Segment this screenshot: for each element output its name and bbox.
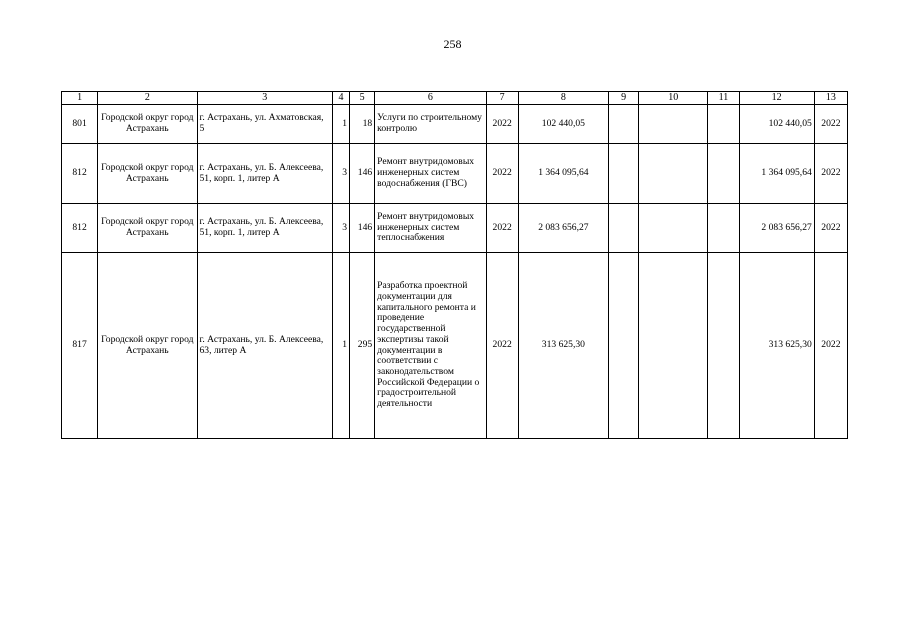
cell-col9 [609, 204, 639, 253]
header-row [62, 92, 848, 105]
col-header: 8 [518, 92, 608, 105]
table-row [62, 253, 848, 439]
cell-col4: 3 [333, 144, 350, 204]
cell-total: 2 083 656,27 [518, 204, 608, 253]
cell-col4: 1 [333, 253, 350, 439]
col-header: 13 [814, 92, 847, 105]
cell-col13: 2022 [814, 204, 847, 253]
page-number: 258 [443, 37, 462, 51]
cell-col11 [708, 204, 739, 253]
cell-work-type: Ремонт внутридомовых инженерных систем теплоснабжения [375, 204, 486, 253]
cell-id: 801 [62, 105, 98, 144]
cell-col5: 18 [350, 105, 375, 144]
col-header: 9 [609, 92, 639, 105]
cell-col5: 295 [350, 253, 375, 439]
cell-col10 [639, 253, 708, 439]
table-row [62, 144, 848, 204]
cell-address: г. Астрахань, ул. Б. Алексеева, 51, корп. 1, литер А [197, 204, 333, 253]
cell-col12: 102 440,05 [739, 105, 814, 144]
col-header: 6 [375, 92, 486, 105]
cell-municipality: Городской округ город Астрахань [98, 204, 197, 253]
col-header: 11 [708, 92, 739, 105]
col-header: 1 [62, 92, 98, 105]
cell-address: г. Астрахань, ул. Б. Алексеева, 63, литер А [197, 253, 333, 439]
cell-col10 [639, 204, 708, 253]
cell-col9 [609, 144, 639, 204]
cell-id: 812 [62, 204, 98, 253]
cell-id: 817 [62, 253, 98, 439]
cell-year: 2022 [486, 105, 518, 144]
register-table [61, 91, 848, 439]
cell-year: 2022 [486, 253, 518, 439]
cell-year: 2022 [486, 144, 518, 204]
col-header: 2 [98, 92, 197, 105]
cell-col12: 1 364 095,64 [739, 144, 814, 204]
cell-col13: 2022 [814, 105, 847, 144]
cell-municipality: Городской округ город Астрахань [98, 105, 197, 144]
cell-col11 [708, 253, 739, 439]
col-header: 4 [333, 92, 350, 105]
cell-municipality: Городской округ город Астрахань [98, 253, 197, 439]
cell-col9 [609, 253, 639, 439]
cell-address: г. Астрахань, ул. Б. Алексеева, 51, корп. 1, литер А [197, 144, 333, 204]
cell-municipality: Городской округ город Астрахань [98, 144, 197, 204]
cell-col13: 2022 [814, 253, 847, 439]
cell-col5: 146 [350, 204, 375, 253]
cell-address: г. Астрахань, ул. Ахматовская, 5 [197, 105, 333, 144]
cell-total: 1 364 095,64 [518, 144, 608, 204]
cell-total: 102 440,05 [518, 105, 608, 144]
cell-col4: 3 [333, 204, 350, 253]
table-row [62, 204, 848, 253]
cell-col10 [639, 105, 708, 144]
cell-year: 2022 [486, 204, 518, 253]
col-header: 7 [486, 92, 518, 105]
cell-total: 313 625,30 [518, 253, 608, 439]
col-header: 10 [639, 92, 708, 105]
cell-col12: 313 625,30 [739, 253, 814, 439]
cell-col5: 146 [350, 144, 375, 204]
cell-col11 [708, 105, 739, 144]
table-row [62, 105, 848, 144]
cell-id: 812 [62, 144, 98, 204]
cell-col11 [708, 144, 739, 204]
col-header: 12 [739, 92, 814, 105]
cell-work-type: Услуги по строительному контролю [375, 105, 486, 144]
cell-work-type: Ремонт внутридомовых инженерных систем водоснабжения (ГВС) [375, 144, 486, 204]
col-header: 5 [350, 92, 375, 105]
cell-col13: 2022 [814, 144, 847, 204]
cell-work-type: Разработка проектной документации для капитального ремонта и проведение государственной экспертизы такой документации в соответствии с законодательством Российской Федерации о градостроительной деятельности [375, 253, 486, 439]
cell-col12: 2 083 656,27 [739, 204, 814, 253]
col-header: 3 [197, 92, 333, 105]
cell-col9 [609, 105, 639, 144]
cell-col4: 1 [333, 105, 350, 144]
cell-col10 [639, 144, 708, 204]
